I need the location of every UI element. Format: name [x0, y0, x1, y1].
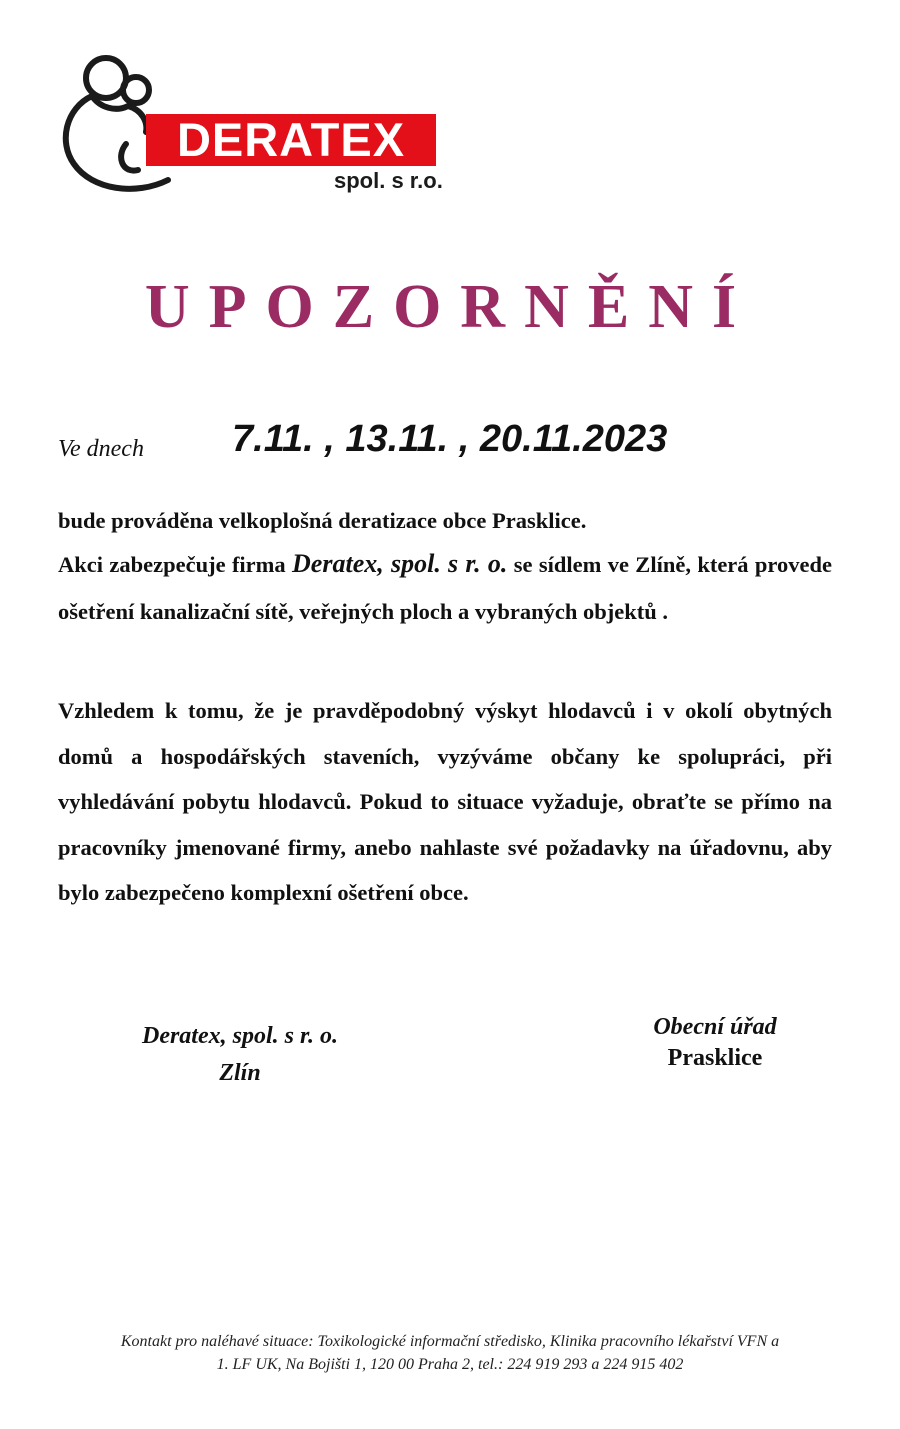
signature-office-town: Prasklice — [667, 1045, 763, 1071]
signature-office — [600, 1012, 830, 1074]
signature-company-name: Deratex, spol. s r. o. — [141, 1023, 338, 1049]
deratex-logo — [56, 52, 456, 202]
footer-contact — [40, 1330, 860, 1376]
paragraph-1: bude prováděna velkoplošná deratizace obce Prasklice. — [58, 508, 587, 533]
paragraph-2-rest: se sídlem ve Zlíně, která provede ošetření kanalizační sítě, veřejných ploch a vybraných objektů . — [58, 552, 832, 624]
signature-office-title: Obecní úřad — [653, 1014, 777, 1040]
paragraph-2 — [58, 540, 832, 635]
footer-line-1: Kontakt pro naléhavé situace: Toxikologické informační středisko, Klinika pracovního lékařství VFN a — [120, 1333, 780, 1350]
signature-company — [90, 1018, 390, 1092]
brand-subtitle: spol. s r.o. — [334, 168, 443, 193]
paragraph-2-lead: Akci zabezpečuje firma — [58, 552, 293, 577]
paragraph-3: Vzhledem k tomu, že je pravděpodobný výskyt hlodavců i v okolí obytných domů a hospodářských staveních, vyzýváme občany ke spolupráci, při vyhledávání pobytu hlodavců. Pokud to situace vyžaduje, obraťte se přímo na pracovníky jmenované firmy, anebo nahlaste své požadavky na úřadovnu, aby bylo zabezpečeno komplexní ošetření obce. — [58, 698, 832, 905]
brand-box — [146, 114, 436, 166]
brand-name: DERATEX — [176, 113, 406, 166]
dates-label: Ve dnech — [58, 436, 144, 462]
signature-company-city: Zlín — [219, 1060, 261, 1086]
firm-name: Deratex, spol. s r. o. — [292, 549, 508, 578]
page-title: UPOZORNĚNÍ — [144, 273, 756, 341]
footer-line-2: 1. LF UK, Na Bojišti 1, 120 00 Praha 2, tel.: 224 919 293 a 224 915 402 — [216, 1356, 684, 1373]
dates-value: 7.11. , 13.11. , 20.11.2023 — [232, 418, 668, 460]
